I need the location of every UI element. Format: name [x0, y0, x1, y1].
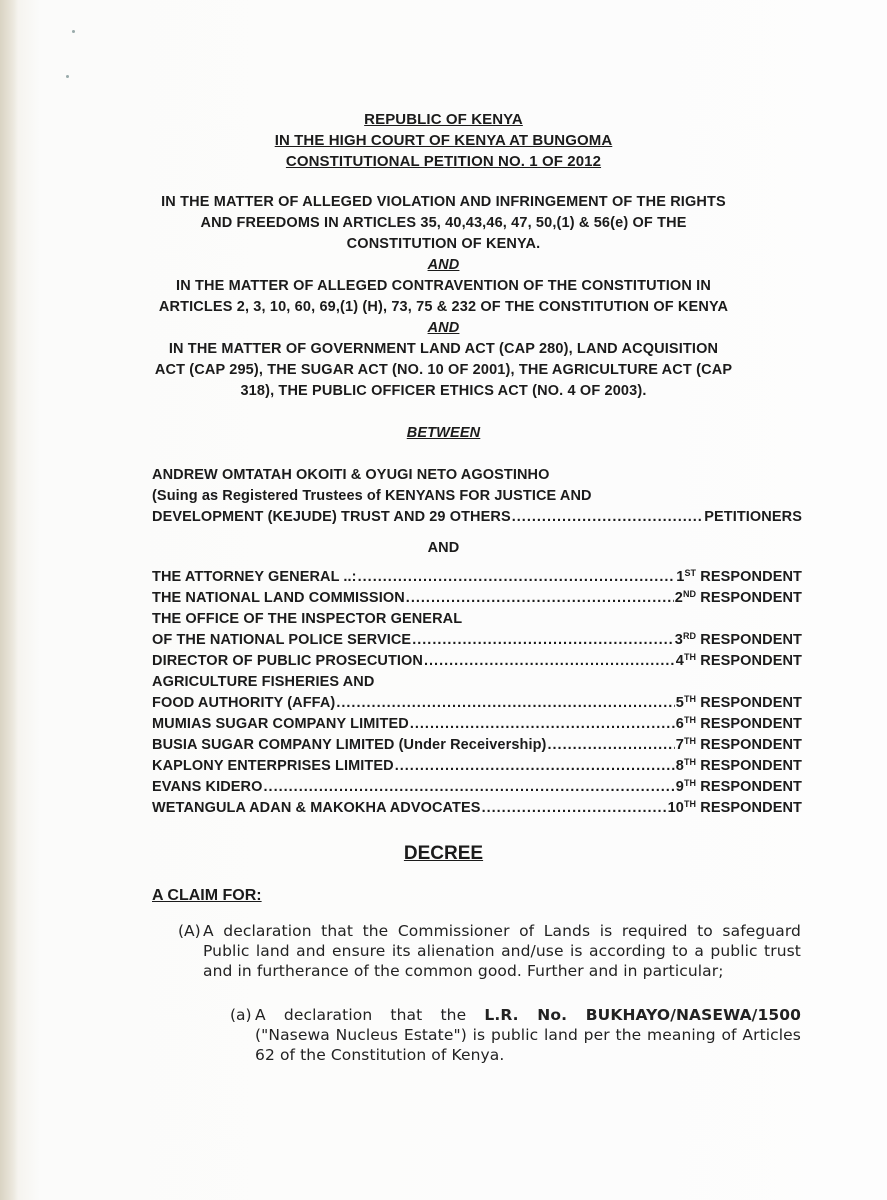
matter-2-line-2: ARTICLES 2, 3, 10, 60, 69,(1) (H), 73, 75 & 232 OF THE CONSTITUTION OF KENYA — [158, 299, 729, 315]
respondent-name: OF THE NATIONAL POLICE SERVICE — [152, 632, 412, 648]
respondent-name: FOOD AUTHORITY (AFFA) — [152, 695, 336, 711]
between-label: BETWEEN — [406, 425, 481, 441]
respondent-role: 7TH RESPONDENT — [675, 737, 802, 753]
respondent-role: 10TH RESPONDENT — [667, 800, 802, 816]
dot-leader — [412, 632, 674, 648]
dot-leader — [410, 716, 675, 732]
dot-leader — [264, 779, 675, 795]
claim-a-a-text: A declaration that the L.R. No. BUKHAYO/NASEWA/1500 ("Nasewa Nucleus Estate") is public land per the meaning of Articles 62 of the Constitution of Kenya. — [255, 1006, 801, 1064]
matter-1-line-2: AND FREEDOMS IN ARTICLES 35, 40,43,46, 47, 50,(1) & 56(e) OF THE — [200, 215, 687, 231]
respondent-7 — [152, 737, 802, 753]
scan-edge-shadow — [0, 0, 18, 1200]
respondent-5-prefix: AGRICULTURE FISHERIES AND — [152, 674, 375, 690]
header-petition-number: CONSTITUTIONAL PETITION NO. 1 OF 2012 — [285, 153, 602, 170]
dot-leader — [395, 758, 675, 774]
claim-a-a-marker: (a) — [230, 1006, 252, 1024]
dot-leader — [406, 590, 674, 606]
respondent-3 — [152, 632, 802, 648]
respondent-8 — [152, 758, 802, 774]
petitioner-capacity: (Suing as Registered Trustees of KENYANS FOR JUSTICE AND — [152, 488, 592, 504]
petitioner-trust-line — [152, 509, 802, 525]
dot-leader — [336, 695, 674, 711]
matter-3-line-1: IN THE MATTER OF GOVERNMENT LAND ACT (CAP 280), LAND ACQUISITION — [168, 341, 719, 357]
respondent-name: MUMIAS SUGAR COMPANY LIMITED — [152, 716, 409, 732]
matter-2-line-1: IN THE MATTER OF ALLEGED CONTRAVENTION OF THE CONSTITUTION IN — [176, 278, 711, 294]
dot-leader — [424, 653, 675, 669]
petitioner-names: ANDREW OMTATAH OKOITI & OYUGI NETO AGOSTINHO — [152, 467, 550, 483]
respondent-name: EVANS KIDERO — [152, 779, 263, 795]
respondent-role: 4TH RESPONDENT — [675, 653, 802, 669]
header-republic: REPUBLIC OF KENYA — [364, 111, 523, 128]
respondent-6 — [152, 716, 802, 732]
respondent-role: 2ND RESPONDENT — [674, 590, 802, 606]
and-separator-2: AND — [427, 320, 460, 336]
claim-a-marker: (A) — [178, 922, 201, 940]
respondent-role: 8TH RESPONDENT — [675, 758, 802, 774]
petitioner-trust-name: DEVELOPMENT (KEJUDE) TRUST AND 29 OTHERS — [152, 509, 511, 525]
respondent-role: 3RD RESPONDENT — [674, 632, 802, 648]
and-separator-1: AND — [427, 257, 460, 273]
respondent-role: 5TH RESPONDENT — [675, 695, 802, 711]
respondent-name: DIRECTOR OF PUBLIC PROSECUTION — [152, 653, 423, 669]
respondent-4 — [152, 653, 802, 669]
respondent-3-prefix: THE OFFICE OF THE INSPECTOR GENERAL — [152, 611, 463, 627]
respondent-name: KAPLONY ENTERPRISES LIMITED — [152, 758, 394, 774]
dot-leader — [512, 509, 703, 525]
matter-3-line-3: 318), THE PUBLIC OFFICER ETHICS ACT (NO. 4 OF 2003). — [240, 383, 647, 399]
scan-speck — [66, 75, 69, 78]
petitioners-role: PETITIONERS — [704, 509, 802, 525]
respondent-5 — [152, 695, 802, 711]
matter-3-line-2: ACT (CAP 295), THE SUGAR ACT (NO. 10 OF 2001), THE AGRICULTURE ACT (CAP — [154, 362, 733, 378]
claim-heading: A CLAIM FOR: — [152, 887, 262, 904]
respondent-10 — [152, 800, 802, 816]
dot-leader — [547, 737, 674, 753]
decree-title: DECREE — [403, 843, 484, 864]
respondent-1 — [152, 569, 802, 585]
header-court: IN THE HIGH COURT OF KENYA AT BUNGOMA — [274, 132, 613, 149]
respondent-name: WETANGULA ADAN & MAKOKHA ADVOCATES — [152, 800, 481, 816]
dot-leader — [482, 800, 667, 816]
respondent-9 — [152, 779, 802, 795]
respondent-2 — [152, 590, 802, 606]
respondent-name: THE NATIONAL LAND COMMISSION — [152, 590, 405, 606]
dot-leader — [358, 569, 676, 585]
respondent-name: BUSIA SUGAR COMPANY LIMITED (Under Receivership) — [152, 737, 547, 753]
respondent-name: THE ATTORNEY GENERAL ..: — [152, 569, 357, 585]
land-reference-number: L.R. No. BUKHAYO/NASEWA/1500 — [484, 1006, 801, 1024]
respondent-role: 1ST RESPONDENT — [676, 569, 802, 585]
scan-speck — [72, 30, 75, 33]
respondent-role: 6TH RESPONDENT — [675, 716, 802, 732]
respondent-role: 9TH RESPONDENT — [675, 779, 802, 795]
matter-1-line-1: IN THE MATTER OF ALLEGED VIOLATION AND INFRINGEMENT OF THE RIGHTS — [161, 194, 726, 210]
matter-1-line-3: CONSTITUTION OF KENYA. — [346, 236, 541, 252]
and-between-parties: AND — [427, 540, 460, 556]
claim-a-text: A declaration that the Commissioner of Lands is required to safeguard Public land and ensure its alienation and/use is according to a public trust and in furtherance of the common good. Further and in particular; — [203, 922, 801, 980]
